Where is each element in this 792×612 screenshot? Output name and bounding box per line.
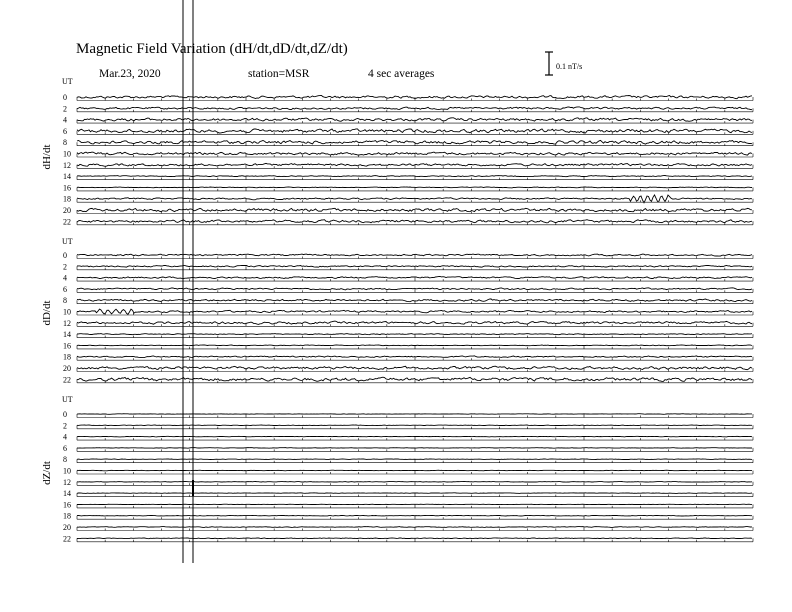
- row-label: 12: [63, 160, 71, 170]
- scale-bar: [545, 52, 582, 75]
- trace-dH-row: [77, 208, 752, 211]
- row-label: 6: [63, 126, 67, 136]
- trace-dZ-row: [77, 436, 752, 437]
- ut-axis-label: UT: [62, 395, 73, 404]
- row-label: 4: [63, 432, 67, 442]
- trace-dZ-row: [77, 459, 752, 460]
- panels: [41, 77, 753, 543]
- chart-station: station=MSR: [248, 68, 310, 80]
- row-label: 8: [63, 296, 67, 306]
- chart-date: Mar.23, 2020: [99, 68, 161, 80]
- row-label: 6: [63, 443, 67, 453]
- trace-dH-row: [77, 129, 752, 133]
- row-label: 2: [63, 104, 67, 114]
- trace-dD-row: [77, 309, 752, 314]
- trace-dD-row: [77, 356, 752, 358]
- trace-dD-row: [77, 334, 752, 335]
- row-label: 18: [63, 352, 71, 362]
- trace-dD-row: [77, 377, 752, 381]
- scale-bar-label: 0.1 nT/s: [556, 62, 583, 71]
- row-label: 12: [63, 318, 71, 328]
- row-label: 14: [63, 330, 71, 340]
- trace-dD-row: [77, 265, 752, 267]
- row-label: 16: [63, 183, 71, 193]
- panel-dD: [41, 237, 753, 384]
- panel-ylabel: dZ/dt: [41, 461, 53, 485]
- trace-dZ-row: [77, 448, 752, 449]
- ut-axis-label: UT: [62, 237, 73, 246]
- trace-dH-row: [77, 118, 752, 122]
- row-label: 10: [63, 466, 71, 476]
- trace-dH-row: [77, 176, 752, 177]
- trace-dZ-row: [77, 425, 752, 426]
- chart-title: Magnetic Field Variation (dH/dt,dD/dt,dZ/dt): [76, 41, 348, 57]
- row-label: 8: [63, 455, 67, 465]
- trace-dZ-row: [77, 470, 752, 471]
- trace-dZ-row: [77, 414, 752, 415]
- row-label: 14: [63, 489, 71, 499]
- chart-averaging: 4 sec averages: [368, 68, 435, 80]
- row-label: 22: [63, 375, 71, 385]
- panel-dZ: [41, 395, 753, 543]
- row-label: 18: [63, 194, 71, 204]
- trace-dH-row: [77, 140, 752, 144]
- row-label: 20: [63, 364, 71, 373]
- gap-markers: [183, 0, 193, 563]
- row-label: 8: [63, 138, 67, 148]
- row-label: 4: [63, 273, 67, 283]
- row-label: 6: [63, 284, 67, 294]
- row-label: 12: [63, 477, 71, 487]
- row-label: 22: [63, 217, 71, 227]
- trace-dD-row: [77, 288, 752, 290]
- row-label: 16: [63, 500, 71, 510]
- trace-dZ-row: [77, 493, 752, 494]
- ut-axis-label: UT: [62, 77, 73, 86]
- row-label: 10: [63, 149, 71, 159]
- trace-dD-row: [77, 345, 752, 346]
- row-label: 20: [63, 523, 71, 532]
- trace-dZ-row: [77, 527, 752, 528]
- trace-dZ-row: [77, 482, 752, 483]
- trace-dZ-row: [77, 538, 752, 539]
- row-label: 10: [63, 307, 71, 317]
- row-label: 16: [63, 341, 71, 351]
- row-label: 2: [63, 421, 67, 431]
- trace-dD-row: [77, 277, 752, 279]
- panel-ylabel: dD/dt: [41, 300, 53, 326]
- row-label: 2: [63, 262, 67, 272]
- row-label: 14: [63, 172, 71, 182]
- row-label: 22: [63, 534, 71, 544]
- trace-dD-row: [77, 254, 752, 256]
- row-label: 20: [63, 206, 71, 215]
- trace-dH-row: [77, 152, 752, 155]
- trace-dD-row: [77, 366, 752, 370]
- row-label: 18: [63, 511, 71, 521]
- trace-dH-row: [77, 107, 752, 110]
- trace-dH-row: [77, 195, 752, 203]
- trace-dH-row: [77, 220, 752, 223]
- trace-dH-row: [77, 163, 752, 166]
- trace-dH-row: [77, 96, 752, 99]
- trace-dD-row: [77, 321, 752, 324]
- trace-dH-row: [77, 187, 752, 188]
- row-label: 0: [63, 410, 67, 419]
- panel-ylabel: dH/dt: [41, 144, 53, 170]
- trace-dD-row: [77, 299, 752, 302]
- trace-dZ-row: [77, 515, 752, 516]
- row-label: 0: [63, 93, 67, 102]
- row-label: 4: [63, 115, 67, 125]
- panel-dH: [41, 77, 753, 226]
- row-label: 0: [63, 251, 67, 260]
